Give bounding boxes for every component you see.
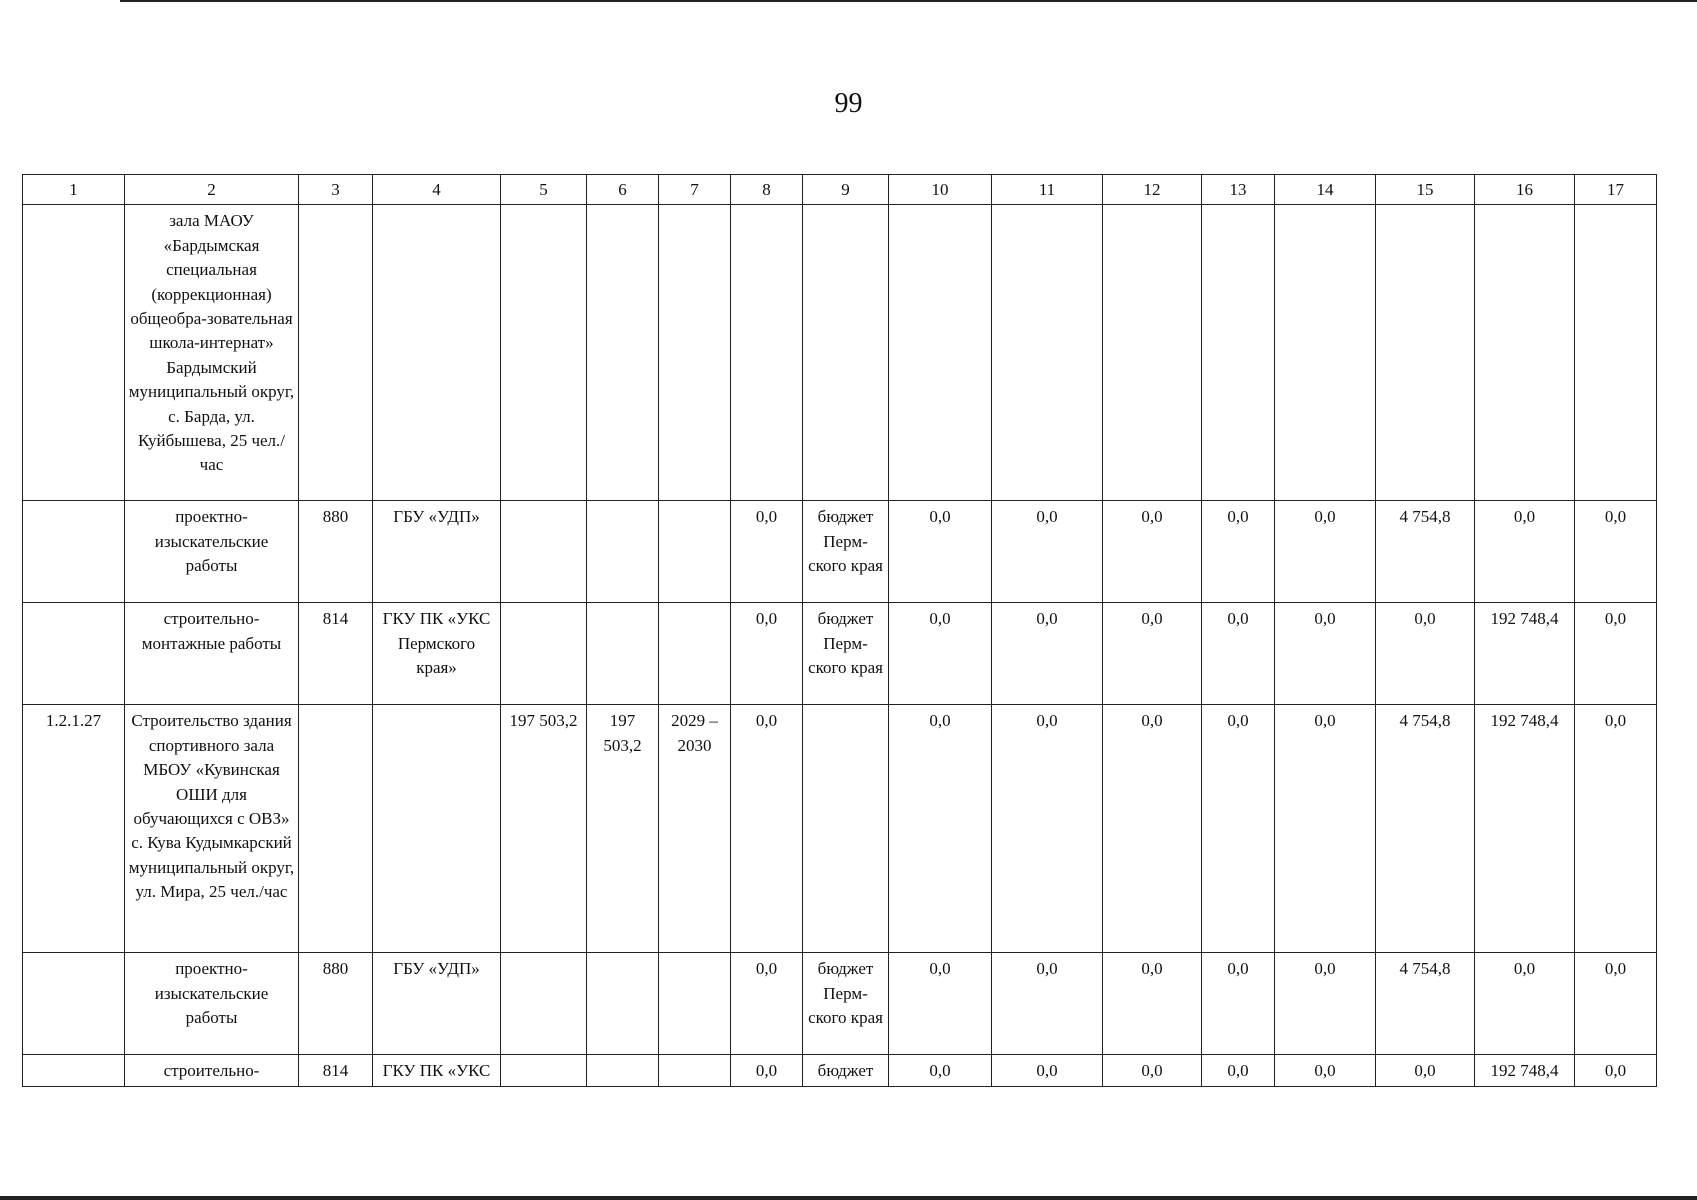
table-row [23,1055,1657,1086]
cell-col9 [803,705,889,953]
column-header-12: 12 [1103,175,1202,205]
cell-col13: 0,0 [1202,1055,1275,1086]
cell-col10: 0,0 [889,705,992,953]
cell-col10: 0,0 [889,501,992,603]
cell-col15: 4 754,8 [1376,705,1475,953]
cell-col3: 880 [299,953,373,1055]
cell-col7: 2029 – 2030 [659,705,731,953]
cell-description: Строительство здания спортивного зала МБОУ «Кувинская ОШИ для обучающихся с ОВЗ» с. Кува Кудымкарский муниципальный округ, ул. Мира, 25 чел./час [125,705,299,953]
cell-col12: 0,0 [1103,603,1202,705]
cell-col12: 0,0 [1103,1055,1202,1086]
cell-col4 [373,205,501,501]
cell-col7 [659,205,731,501]
cell-col14: 0,0 [1275,1055,1376,1086]
cell-col6 [587,603,659,705]
cell-col5 [501,603,587,705]
cell-col14: 0,0 [1275,501,1376,603]
cell-col7 [659,501,731,603]
cell-col13: 0,0 [1202,953,1275,1055]
cell-col16: 0,0 [1475,501,1575,603]
column-header-10: 10 [889,175,992,205]
cell-col16 [1475,205,1575,501]
cell-col17: 0,0 [1575,1055,1657,1086]
cell-col12: 0,0 [1103,501,1202,603]
cell-col15: 4 754,8 [1376,501,1475,603]
cell-col9: бюджет Перм-ского края [803,501,889,603]
cell-col12: 0,0 [1103,953,1202,1055]
cell-col8: 0,0 [731,705,803,953]
cell-col3 [299,705,373,953]
cell-col4: ГБУ «УДП» [373,501,501,603]
cell-number: 1.2.1.27 [23,705,125,953]
cell-col11 [992,205,1103,501]
cell-col14: 0,0 [1275,953,1376,1055]
cell-col17: 0,0 [1575,603,1657,705]
cell-col10: 0,0 [889,603,992,705]
cell-col10: 0,0 [889,1055,992,1086]
cell-col14: 0,0 [1275,603,1376,705]
cell-col13 [1202,205,1275,501]
cell-col6 [587,501,659,603]
page-top-rule [120,0,1697,2]
cell-col11: 0,0 [992,603,1103,705]
column-header-7: 7 [659,175,731,205]
column-header-14: 14 [1275,175,1376,205]
cell-col7 [659,603,731,705]
page-bottom-rule [0,1196,1697,1200]
cell-col9 [803,205,889,501]
cell-col8: 0,0 [731,501,803,603]
cell-col6 [587,205,659,501]
cell-col13: 0,0 [1202,603,1275,705]
column-header-9: 9 [803,175,889,205]
cell-col13: 0,0 [1202,705,1275,953]
cell-col14: 0,0 [1275,705,1376,953]
cell-col11: 0,0 [992,1055,1103,1086]
cell-col8: 0,0 [731,1055,803,1086]
cell-col4: ГКУ ПК «УКС [373,1055,501,1086]
page-number: 99 [834,88,863,119]
cell-col8 [731,205,803,501]
column-header-6: 6 [587,175,659,205]
cell-col16: 192 748,4 [1475,603,1575,705]
cell-col5 [501,1055,587,1086]
cell-number [23,205,125,501]
column-header-5: 5 [501,175,587,205]
cell-col4: ГКУ ПК «УКС Пермского края» [373,603,501,705]
table-row [23,205,1657,501]
cell-col16: 192 748,4 [1475,1055,1575,1086]
column-header-17: 17 [1575,175,1657,205]
cell-col14 [1275,205,1376,501]
budget-table [22,174,1657,1087]
cell-col3: 814 [299,603,373,705]
cell-col15: 0,0 [1376,603,1475,705]
cell-col5 [501,205,587,501]
cell-col9: бюджет [803,1055,889,1086]
cell-col12 [1103,205,1202,501]
cell-col17 [1575,205,1657,501]
column-header-4: 4 [373,175,501,205]
table-row [23,603,1657,705]
column-header-16: 16 [1475,175,1575,205]
cell-col6 [587,953,659,1055]
cell-col6: 197 503,2 [587,705,659,953]
cell-col12: 0,0 [1103,705,1202,953]
cell-col16: 192 748,4 [1475,705,1575,953]
cell-col11: 0,0 [992,953,1103,1055]
column-header-1: 1 [23,175,125,205]
cell-description: строительно- [125,1055,299,1086]
cell-col17: 0,0 [1575,705,1657,953]
cell-col9: бюджет Перм-ского края [803,953,889,1055]
cell-description: проектно-изыскательские работы [125,953,299,1055]
table-row [23,705,1657,953]
cell-col15: 0,0 [1376,1055,1475,1086]
column-header-13: 13 [1202,175,1275,205]
cell-col9: бюджет Перм-ского края [803,603,889,705]
cell-number [23,1055,125,1086]
cell-col5 [501,953,587,1055]
table-row [23,501,1657,603]
cell-number [23,501,125,603]
cell-col8: 0,0 [731,953,803,1055]
cell-col3: 880 [299,501,373,603]
cell-col5 [501,501,587,603]
cell-col4 [373,705,501,953]
cell-col7 [659,1055,731,1086]
cell-col4: ГБУ «УДП» [373,953,501,1055]
column-header-2: 2 [125,175,299,205]
cell-col6 [587,1055,659,1086]
column-header-8: 8 [731,175,803,205]
cell-description: зала МАОУ «Бардымская специальная (коррекционная) общеобра-зовательная школа-интернат» Бардымский муниципальный округ, с. Барда, ул. Куйбышева, 25 чел./час [125,205,299,501]
cell-col10 [889,205,992,501]
cell-number [23,603,125,705]
cell-number [23,953,125,1055]
table-row [23,953,1657,1055]
cell-col15 [1376,205,1475,501]
cell-col13: 0,0 [1202,501,1275,603]
cell-col3: 814 [299,1055,373,1086]
column-header-15: 15 [1376,175,1475,205]
cell-col10: 0,0 [889,953,992,1055]
column-header-11: 11 [992,175,1103,205]
cell-col3 [299,205,373,501]
header-row [23,175,1657,205]
cell-col17: 0,0 [1575,501,1657,603]
cell-description: проектно-изыскательские работы [125,501,299,603]
column-header-3: 3 [299,175,373,205]
cell-description: строительно-монтажные работы [125,603,299,705]
cell-col17: 0,0 [1575,953,1657,1055]
cell-col11: 0,0 [992,501,1103,603]
cell-col15: 4 754,8 [1376,953,1475,1055]
cell-col7 [659,953,731,1055]
cell-col11: 0,0 [992,705,1103,953]
cell-col16: 0,0 [1475,953,1575,1055]
cell-col8: 0,0 [731,603,803,705]
cell-col5: 197 503,2 [501,705,587,953]
